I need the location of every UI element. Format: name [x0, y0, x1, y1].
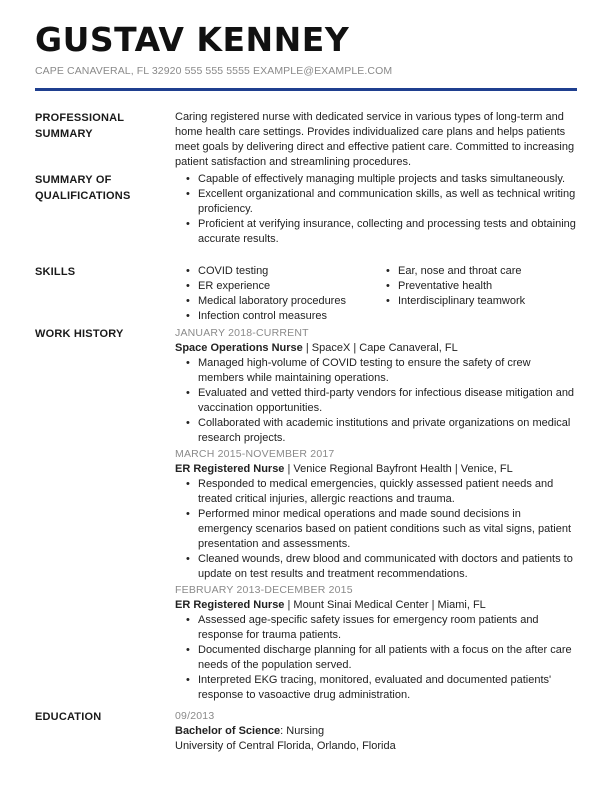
list-item: • Infection control measures — [175, 309, 375, 324]
list-item: • Proficient at verifying insurance, collecting and processing tests and obtaining accurate results. — [175, 217, 577, 247]
job-dates: FEBRUARY 2013-DECEMBER 2015 — [175, 584, 353, 596]
work-history-title: WORK HISTORY — [35, 328, 124, 340]
list-item: • Interdisciplinary teamwork — [375, 294, 575, 309]
skills-section — [35, 264, 577, 324]
candidate-name: GUSTAV KENNEY — [35, 20, 350, 59]
list-item: • Preventative health — [375, 279, 575, 294]
summary-section — [35, 110, 577, 170]
list-item: • Capable of effectively managing multiple projects and tasks simultaneously. — [175, 172, 577, 187]
job-details: | Venice Regional Bayfront Health | Venice, FL — [284, 463, 513, 475]
job-entry — [175, 326, 577, 446]
contact-info: CAPE CANAVERAL, FL 32920 555 555 5555 EXAMPLE@EXAMPLE.COM — [35, 65, 393, 77]
job-dates: MARCH 2015-NOVEMBER 2017 — [175, 448, 335, 460]
job-bullets — [175, 613, 577, 703]
list-item: • Responded to medical emergencies, quickly assessed patient needs and treated critical injuries, allergic reactions and trauma. — [175, 477, 577, 507]
list-item: • ER experience — [175, 279, 375, 294]
education-title: EDUCATION — [35, 711, 102, 723]
job-role: ER Registered Nurse — [175, 463, 285, 475]
job-entry — [175, 583, 577, 703]
list-item: • Collaborated with academic institutions and private organizations on medical research projects. — [175, 416, 577, 446]
list-item: • Performed minor medical operations and made sound decisions in emergency scenarios based on patient conditions such as vital signs, patient presentation and assessments. — [175, 507, 577, 552]
qualifications-list — [175, 172, 577, 247]
list-item: • COVID testing — [175, 264, 375, 279]
header-divider — [35, 88, 577, 91]
skills-list-right — [375, 264, 575, 324]
list-item: • Managed high-volume of COVID testing to ensure the safety of crew members while maintaining operations. — [175, 356, 577, 386]
list-item: • Excellent organizational and communication skills, as well as technical writing proficiency. — [175, 187, 577, 217]
job-details: | Mount Sinai Medical Center | Miami, FL — [284, 599, 486, 611]
list-item: • Documented discharge planning for all patients with a focus on the after care needs of the population served. — [175, 643, 577, 673]
qualifications-title: SUMMARY OF QUALIFICATIONS — [35, 174, 131, 202]
school: University of Central Florida, Orlando, Florida — [175, 740, 396, 752]
list-item: • Ear, nose and throat care — [375, 264, 575, 279]
education-section — [35, 709, 577, 759]
list-item: • Assessed age-specific safety issues for emergency room patients and response for trauma patients. — [175, 613, 577, 643]
summary-text: Caring registered nurse with dedicated service in various types of long-term and home health care settings. Provides individualized care plans and helps patients meet goals by delivering direct and effective patient care. Committed to increasing patient satisfaction and streamlining procedures. — [175, 111, 575, 168]
skills-list-left — [175, 264, 375, 324]
list-item: • Interpreted EKG tracing, monitored, evaluated and documented patients' response to vasoactive drug administration. — [175, 673, 577, 703]
skills-title: SKILLS — [35, 266, 76, 278]
summary-title: PROFESSIONAL SUMMARY — [35, 112, 124, 140]
job-entry — [175, 447, 577, 582]
list-item: • Evaluated and vetted third-party vendors for infectious disease mitigation and vaccination opportunities. — [175, 386, 577, 416]
list-item: • Cleaned wounds, drew blood and communicated with doctors and patients to update on test results and treatment recommendations. — [175, 552, 577, 582]
job-role: ER Registered Nurse — [175, 599, 285, 611]
job-dates: JANUARY 2018-CURRENT — [175, 327, 309, 339]
degree-field: : Nursing — [280, 725, 325, 737]
work-history-section — [35, 326, 577, 706]
degree: Bachelor of Science — [175, 725, 281, 737]
qualifications-section — [35, 172, 577, 262]
job-bullets — [175, 356, 577, 446]
education-date: 09/2013 — [175, 710, 215, 722]
job-role: Space Operations Nurse — [175, 342, 303, 354]
list-item: • Medical laboratory procedures — [175, 294, 375, 309]
job-bullets — [175, 477, 577, 582]
job-details: | SpaceX | Cape Canaveral, FL — [302, 342, 458, 354]
